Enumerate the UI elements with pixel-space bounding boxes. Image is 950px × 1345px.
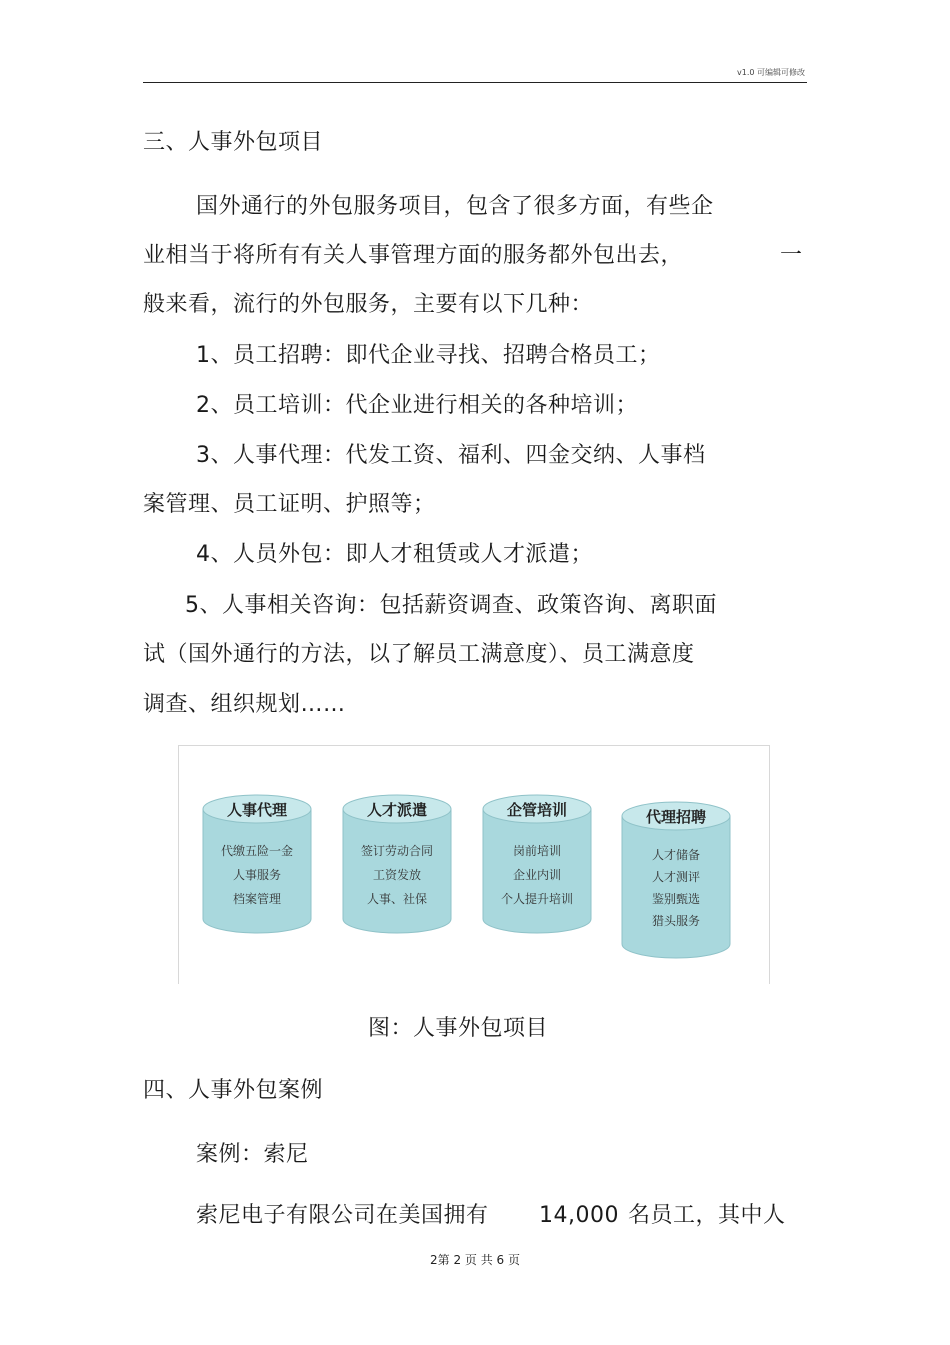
list-item: 2、员工培训：代企业进行相关的各种培训； [196, 393, 638, 418]
cylinder-item: 鉴别甄选 [651, 892, 701, 906]
cylinder-item: 签订劳动合同 [360, 844, 434, 858]
paragraph-line: 业相当于将所有有关人事管理方面的服务都外包出去， [143, 243, 684, 268]
cylinder-item: 档案管理 [232, 892, 282, 906]
cylinder-item: 代缴五险一金 [220, 844, 294, 858]
section-heading-3: 三、人事外包项目 [143, 130, 324, 155]
figure-caption: 图：人事外包项目 [368, 1016, 549, 1041]
case-text: 名员工，其中人 [628, 1203, 786, 1228]
case-number: 14,000 [539, 1203, 619, 1228]
cylinder-title: 人才派遣 [366, 801, 428, 819]
version-note: v1.0 可编辑可修改 [737, 68, 805, 77]
cylinder-title: 人事代理 [226, 801, 288, 819]
paragraph-line-tail: 一 [780, 243, 803, 268]
header-divider [143, 82, 807, 83]
cylinder-body [622, 816, 730, 958]
cylinder-title: 代理招聘 [645, 808, 707, 826]
cylinder-item: 岗前培训 [512, 844, 562, 858]
case-title: 案例：索尼 [196, 1142, 309, 1167]
outsourcing-figure [178, 745, 770, 984]
list-item-continuation: 案管理、员工证明、护照等； [143, 492, 436, 517]
paragraph-line: 般来看，流行的外包服务，主要有以下几种： [143, 292, 594, 317]
cylinder-item: 人才测评 [651, 870, 701, 884]
page-number: 2第 2 页 共 6 页 [430, 1253, 520, 1267]
cylinder-item: 人事、社保 [366, 892, 428, 906]
list-item: 3、人事代理：代发工资、福利、四金交纳、人事档 [196, 443, 706, 468]
case-text: 索尼电子有限公司在美国拥有 [196, 1203, 489, 1228]
list-item: 1、员工招聘：即代企业寻找、招聘合格员工； [196, 343, 661, 368]
cylinder-item: 工资发放 [372, 868, 422, 882]
cylinder-diagram [179, 746, 769, 984]
cylinder-item: 个人提升培训 [500, 892, 574, 906]
cylinder-item: 人事服务 [232, 868, 282, 882]
cylinder-item: 人才储备 [651, 848, 701, 862]
paragraph-line: 国外通行的外包服务项目，包含了很多方面，有些企 [196, 194, 714, 219]
cylinder-item: 猎头服务 [651, 914, 701, 928]
list-item-continuation: 调查、组织规划…… [143, 692, 346, 717]
cylinder-title: 企管培训 [506, 801, 568, 819]
cylinder-item: 企业内训 [512, 868, 562, 882]
list-item: 4、人员外包：即人才租赁或人才派遣； [196, 542, 593, 567]
list-item-continuation: 试（国外通行的方法，以了解员工满意度）、员工满意度 [143, 642, 695, 667]
list-item: 5、人事相关咨询：包括薪资调查、政策咨询、离职面 [185, 593, 717, 618]
section-heading-4: 四、人事外包案例 [143, 1078, 324, 1103]
